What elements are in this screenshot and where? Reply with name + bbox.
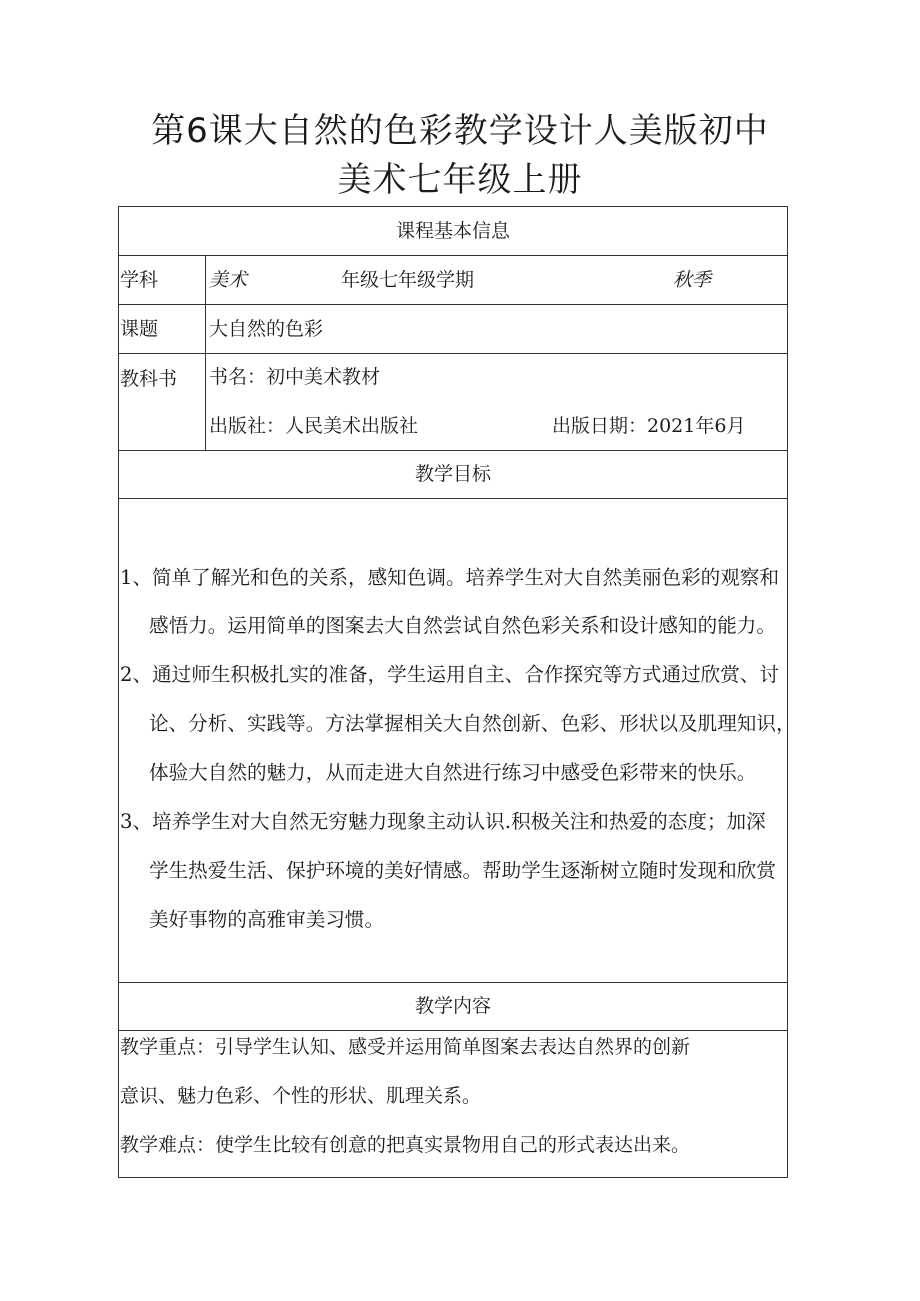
objective-line: 2、通过师生积极扎实的准备，学生运用自主、合作探究等方式通过欣赏、讨 [120, 663, 780, 686]
table-rule [118, 1030, 788, 1031]
objectives-header: 教学目标 [414, 463, 491, 485]
table-border-bottom [118, 1177, 788, 1178]
table-rule [118, 498, 788, 499]
objective-line: 学生热爱生活、保护环境的美好情感。帮助学生逐渐树立随时发现和欣赏 [149, 859, 776, 882]
book-name: 书名：初中美术教材 [209, 366, 381, 388]
subject-value: 美术 [209, 269, 248, 291]
table-rule [118, 255, 788, 256]
textbook-label: 教科书 [120, 368, 178, 390]
document-title-line-2: 美术七年级上册 [337, 160, 583, 200]
topic-value: 大自然的色彩 [209, 318, 324, 340]
table-rule [118, 304, 788, 305]
content-line: 教学难点：使学生比较有创意的把真实景物用自己的形式表达出来。 [120, 1134, 691, 1156]
document-title-line-1: 第6课大自然的色彩教学设计人美版初中 [151, 111, 769, 151]
content-header: 教学内容 [414, 995, 491, 1017]
table-column-divider [205, 255, 206, 450]
content-line: 意识、魅力色彩、个性的形状、肌理关系。 [120, 1085, 482, 1107]
objective-line: 论、分析、实践等。方法掌握相关大自然创新、色彩、形状以及肌理知识， [149, 712, 796, 735]
season-value: 秋季 [673, 269, 712, 291]
grade-term: 年级七年级学期 [341, 269, 475, 291]
publisher: 出版社：人民美术出版社 [209, 415, 419, 437]
subject-label: 学科 [120, 269, 159, 291]
basic-info-header: 课程基本信息 [395, 220, 510, 242]
objective-line: 美好事物的高雅审美习惯。 [149, 908, 385, 931]
table-rule [118, 353, 788, 354]
publish-date: 出版日期：2021年6月 [552, 415, 746, 437]
objective-line: 体验大自然的魅力，从而走进大自然进行练习中感受色彩带来的快乐。 [149, 761, 757, 784]
table-rule [118, 450, 788, 451]
topic-label: 课题 [120, 318, 159, 340]
objective-line: 感悟力。运用简单的图案去大自然尝试自然色彩关系和设计感知的能力。 [149, 614, 776, 637]
table-border-right [787, 206, 788, 1178]
content-line: 教学重点：引导学生认知、感受并运用简单图案去表达自然界的创新 [120, 1036, 691, 1058]
objective-line: 1、简单了解光和色的关系，感知色调。培养学生对大自然美丽色彩的观察和 [120, 566, 780, 589]
table-border-left [118, 206, 119, 1178]
table-border-top [118, 206, 788, 207]
objective-line: 3、培养学生对大自然无穷魅力现象主动认识.积极关注和热爱的态度；加深 [120, 810, 766, 833]
table-rule [118, 982, 788, 983]
